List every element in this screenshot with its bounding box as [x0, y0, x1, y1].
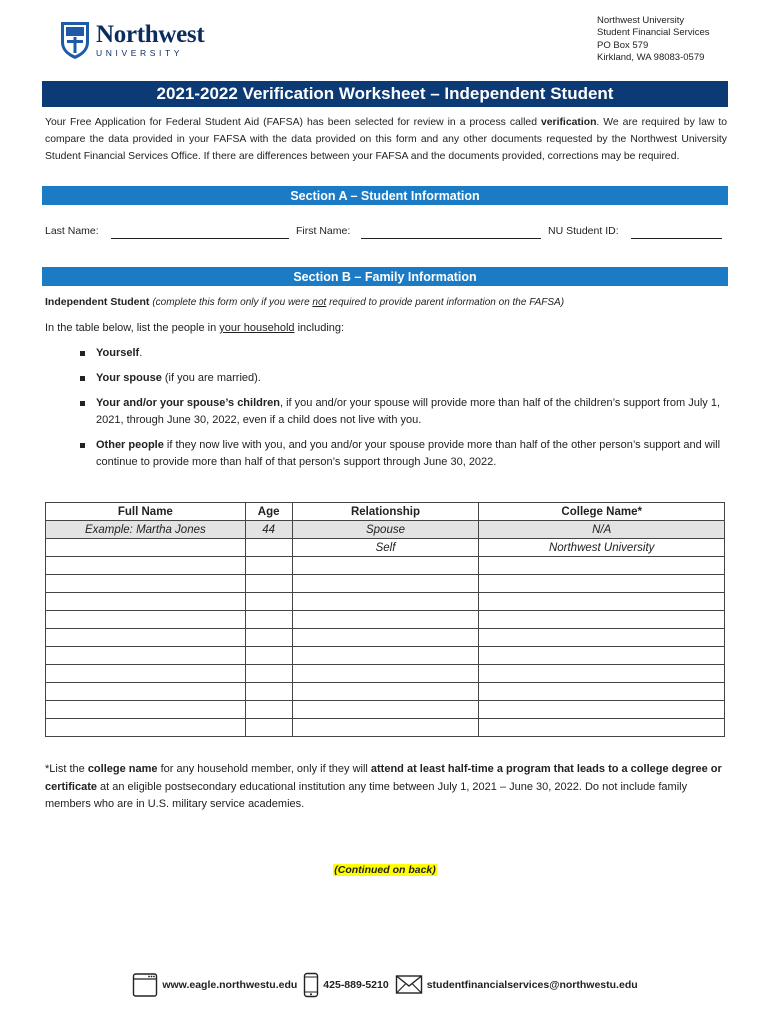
- col-header-full-name: Full Name: [46, 503, 246, 521]
- table-cell[interactable]: [46, 647, 246, 665]
- table-cell[interactable]: [46, 575, 246, 593]
- independent-student-note: Independent Student (complete this form only if you were not required to provide parent information on the FAFSA): [45, 296, 565, 308]
- logo-name: Northwest: [96, 20, 205, 48]
- student-id-field[interactable]: [631, 238, 722, 239]
- table-cell: Example: Martha Jones: [46, 521, 246, 539]
- table-cell[interactable]: [46, 665, 246, 683]
- table-cell: N/A: [479, 521, 725, 539]
- list-item: Yourself.: [80, 345, 730, 362]
- table-row: [46, 539, 725, 557]
- table-cell[interactable]: [292, 629, 479, 647]
- table-cell[interactable]: [479, 557, 725, 575]
- table-cell[interactable]: [479, 701, 725, 719]
- last-name-field[interactable]: [111, 238, 289, 239]
- mobile-phone-icon: [303, 972, 319, 998]
- table-cell[interactable]: [245, 629, 292, 647]
- logo-subtitle: UNIVERSITY: [96, 47, 184, 58]
- table-cell[interactable]: [292, 557, 479, 575]
- table-row: [46, 629, 725, 647]
- table-cell[interactable]: [245, 575, 292, 593]
- table-cell: 44: [245, 521, 292, 539]
- college-footnote: *List the college name for any household member, only if they will attend at least half-time a program that leads to a college degree or certificate at an eligible postsecondary educational institution any time between July 1, 2021 – June 30, 2022. Do not include family members who are in U.S. military service academies.: [45, 763, 722, 810]
- household-bullet-list: [80, 345, 730, 479]
- address-line: Student Financial Services: [597, 27, 710, 39]
- table-cell[interactable]: [46, 701, 246, 719]
- table-cell[interactable]: [245, 665, 292, 683]
- table-cell[interactable]: [46, 539, 246, 557]
- first-name-field[interactable]: [361, 238, 541, 239]
- student-id-label: NU Student ID:: [548, 225, 619, 237]
- email-link[interactable]: studentfinancialservices@northwestu.edu: [426, 979, 638, 991]
- table-cell: Spouse: [292, 521, 479, 539]
- envelope-icon: [395, 974, 423, 996]
- table-row-example: [46, 521, 725, 539]
- table-cell[interactable]: [245, 539, 292, 557]
- table-cell[interactable]: [292, 719, 479, 737]
- contact-footer: [0, 972, 770, 998]
- table-cell[interactable]: [479, 665, 725, 683]
- table-cell[interactable]: [479, 647, 725, 665]
- email-contact: [395, 974, 638, 996]
- table-cell[interactable]: [245, 557, 292, 575]
- address-line: PO Box 579: [597, 39, 649, 51]
- document-title: 2021-2022 Verification Worksheet – Independent Student: [42, 81, 728, 107]
- table-cell[interactable]: [292, 701, 479, 719]
- table-cell[interactable]: [46, 593, 246, 611]
- table-cell: Self: [292, 539, 479, 557]
- university-logo: [58, 20, 204, 60]
- table-cell[interactable]: [245, 701, 292, 719]
- phone-number[interactable]: 425-889-5210: [323, 979, 389, 991]
- last-name-label: Last Name:: [45, 225, 99, 237]
- col-header-age: Age: [245, 503, 292, 521]
- table-cell[interactable]: [292, 593, 479, 611]
- table-cell[interactable]: [46, 557, 246, 575]
- table-row: [46, 557, 725, 575]
- table-row: [46, 683, 725, 701]
- table-cell[interactable]: [292, 611, 479, 629]
- intro-paragraph: Your Free Application for Federal Student Aid (FAFSA) has been selected for review in a process called verification. We are required by law to compare the data provided in your FAFSA with the data provided on this form and any other documents requested by the Northwest University Student Financial Services Office. If there are differences between your FAFSA and the documents provided, corrections may be required.: [45, 117, 728, 162]
- table-row: [46, 719, 725, 737]
- table-cell[interactable]: [46, 611, 246, 629]
- table-cell[interactable]: [245, 719, 292, 737]
- table-cell[interactable]: [292, 683, 479, 701]
- table-row: [46, 593, 725, 611]
- bullet-square-icon: [80, 351, 85, 356]
- address-line: Kirkland, WA 98083-0579: [597, 52, 705, 64]
- table-cell[interactable]: [292, 575, 479, 593]
- list-item: Your and/or your spouse’s children, if you and/or your spouse will provide more than half of the children’s support from July 1, 2021, through June 30, 2022, even if a child does not live with you.: [80, 395, 730, 429]
- col-header-college-name: College Name*: [479, 503, 725, 521]
- list-item: Your spouse (if you are married).: [80, 370, 730, 387]
- section-a-header: Section A – Student Information: [42, 186, 728, 205]
- table-cell[interactable]: [292, 665, 479, 683]
- table-cell[interactable]: [479, 611, 725, 629]
- table-cell[interactable]: [479, 629, 725, 647]
- table-cell[interactable]: [479, 719, 725, 737]
- browser-window-icon: [132, 972, 158, 998]
- col-header-relationship: Relationship: [292, 503, 479, 521]
- address-line: Northwest University: [597, 15, 685, 26]
- table-instructions: In the table below, list the people in your household including:: [45, 322, 345, 334]
- table-row: [46, 701, 725, 719]
- table-cell[interactable]: [245, 611, 292, 629]
- student-info-fields: [45, 223, 725, 243]
- table-header-row: [46, 503, 725, 521]
- household-table: [45, 502, 725, 737]
- first-name-label: First Name:: [296, 225, 351, 237]
- table-row: [46, 647, 725, 665]
- section-b-header: Section B – Family Information: [42, 267, 728, 286]
- table-row: [46, 611, 725, 629]
- bullet-square-icon: [80, 401, 85, 406]
- table-cell[interactable]: [245, 647, 292, 665]
- table-cell[interactable]: [46, 629, 246, 647]
- phone-contact: [303, 972, 388, 998]
- bullet-square-icon: [80, 443, 85, 448]
- table-cell[interactable]: [245, 593, 292, 611]
- bullet-square-icon: [80, 376, 85, 381]
- table-cell[interactable]: [292, 647, 479, 665]
- table-cell[interactable]: [245, 683, 292, 701]
- table-cell[interactable]: [479, 683, 725, 701]
- table-cell[interactable]: [479, 593, 725, 611]
- table-cell[interactable]: [479, 575, 725, 593]
- table-cell[interactable]: [46, 683, 246, 701]
- website-link[interactable]: www.eagle.northwestu.edu: [162, 979, 298, 991]
- shield-logo-icon: [58, 20, 92, 60]
- table-row: [46, 575, 725, 593]
- table-cell: Northwest University: [479, 539, 725, 557]
- table-cell[interactable]: [46, 719, 246, 737]
- website-contact: [132, 972, 297, 998]
- office-address: [597, 15, 709, 65]
- table-row: [46, 665, 725, 683]
- list-item: Other people if they now live with you, and you and/or your spouse provide more than half of the other person’s support and will continue to provide more than half of that person’s support through June 30, 2022.: [80, 437, 730, 471]
- continued-note: (Continued on back): [334, 864, 436, 876]
